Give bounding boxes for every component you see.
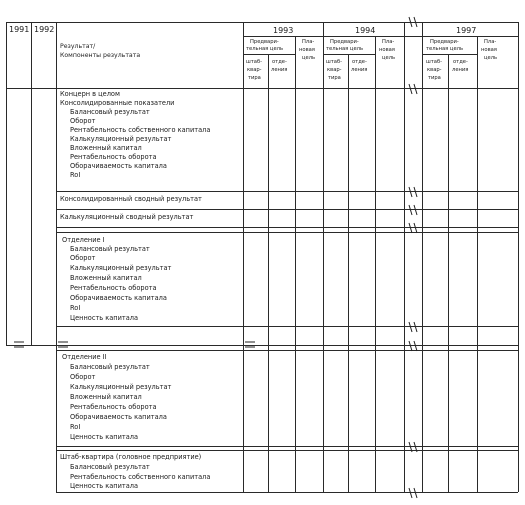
col-line: [348, 54, 349, 492]
row-label: RoI: [70, 423, 81, 431]
row-break-mark-icon: [12, 338, 26, 352]
departments-col-1993: ления: [271, 67, 288, 73]
row-label: Рентабельность оборота: [70, 153, 157, 161]
break-mark-icon: [406, 221, 420, 235]
headquarters-col-1993: квар-: [247, 67, 262, 73]
planned-goal-col-1993: Пла-: [302, 39, 315, 45]
planned-goal-col-1993: цель: [302, 55, 316, 61]
headquarters-col-1993: тира: [248, 75, 261, 81]
col-line: [477, 36, 478, 492]
headquarters-col-1994: квар-: [327, 67, 342, 73]
section-heading: Штаб-квартира (головное предприятие): [60, 453, 202, 461]
row-break-mark-icon: [56, 338, 70, 352]
col-line: [6, 22, 7, 345]
row-label: Калькуляционный результат: [70, 264, 172, 272]
departments-col-1994: отде-: [352, 59, 367, 65]
row-break-mark-icon: [243, 338, 257, 352]
planned-goal-col-1994: Пла-: [382, 39, 395, 45]
planned-goal-col-1994: цель: [382, 55, 396, 61]
subheader-divider-1994: [323, 54, 375, 55]
col-line: [56, 22, 57, 492]
section-heading: Отделение II: [62, 353, 107, 361]
section-subheading: Консолидированные показатели: [60, 99, 175, 107]
row-label: Балансовый результат: [70, 463, 150, 471]
year-1997: 1997: [456, 26, 477, 35]
break-mark-icon: [406, 185, 420, 199]
row-label: Калькуляционный результат: [70, 383, 172, 391]
preliminary-goal-header-1993: Предвари-: [250, 39, 279, 45]
row-label: RoI: [70, 171, 81, 179]
row-label: Вложенный капитал: [70, 274, 142, 282]
row-label: RoI: [70, 304, 81, 312]
header-bottom-border: [6, 88, 518, 89]
section-heading: Концерн в целом: [60, 90, 120, 98]
row-label: Оборот: [70, 117, 96, 125]
col-line: [243, 22, 244, 492]
table-bottom-border: [56, 492, 518, 493]
subheader-divider-1997: [422, 54, 477, 55]
year-1993: 1993: [273, 26, 294, 35]
break-mark-icon: [406, 320, 420, 334]
row-label: Калькуляционный результат: [70, 135, 172, 143]
consolidated-summary-result: Консолидированный сводный результат: [60, 195, 202, 203]
col-line: [448, 54, 449, 492]
row-label: Ценность капитала: [70, 314, 139, 322]
preliminary-goal-header-1994: Предвари-: [330, 39, 359, 45]
departments-col-1993: отде-: [272, 59, 287, 65]
row-label: Рентабельность оборота: [70, 284, 157, 292]
row-label: Ценность капитала: [70, 433, 139, 441]
year-1991: 1991: [9, 25, 30, 34]
preliminary-goal-header-1993: тельная цель: [246, 46, 284, 52]
break-mark-icon: [406, 82, 420, 96]
row-label: Балансовый результат: [70, 245, 150, 253]
calculation-summary-result: Калькуляционный сводный результат: [60, 213, 194, 221]
headquarters-col-1997: штаб-: [426, 59, 443, 65]
col-line: [518, 22, 519, 492]
year-1994: 1994: [355, 26, 376, 35]
subheader-divider-1993: [243, 54, 295, 55]
headquarters-col-1997: квар-: [427, 67, 442, 73]
departments-col-1997: ления: [452, 67, 469, 73]
headquarters-col-1994: тира: [328, 75, 341, 81]
headquarters-col-1994: штаб-: [326, 59, 343, 65]
break-mark-icon: [406, 203, 420, 217]
planned-goal-col-1994: новая: [379, 47, 395, 53]
table-top-border: [6, 22, 518, 23]
col-line: [323, 22, 324, 492]
result-header: Результат/: [60, 43, 96, 50]
headquarters-col-1993: штаб-: [246, 59, 263, 65]
row-label: Рентабельность собственного капитала: [70, 126, 211, 134]
row-label: Рентабельность собственного капитала: [70, 473, 211, 481]
col-line: [404, 22, 405, 492]
break-divider: [6, 345, 518, 346]
break-mark-icon: [406, 15, 420, 29]
result-header: Компоненты результата: [60, 52, 141, 59]
departments-col-1994: ления: [351, 67, 368, 73]
departments-col-1997: отде-: [453, 59, 468, 65]
row-label: Оборачиваемость капитала: [70, 294, 167, 302]
row-label: Оборот: [70, 254, 96, 262]
row-label: Оборот: [70, 373, 96, 381]
section-heading: Отделение I: [62, 236, 105, 244]
col-line: [295, 36, 296, 492]
preliminary-goal-header-1994: тельная цель: [326, 46, 364, 52]
preliminary-goal-header-1997: Предвари-: [430, 39, 459, 45]
row-label: Оборачиваемость капитала: [70, 162, 167, 170]
year-1992: 1992: [34, 25, 55, 34]
preliminary-goal-header-1997: тельная цель: [426, 46, 464, 52]
planned-goal-col-1997: цель: [484, 55, 498, 61]
row-label: Вложенный капитал: [70, 393, 142, 401]
headquarters-col-1997: тира: [428, 75, 441, 81]
col-line: [375, 36, 376, 492]
planned-goal-col-1997: новая: [481, 47, 497, 53]
row-label: Ценность капитала: [70, 482, 139, 490]
row-label: Балансовый результат: [70, 363, 150, 371]
break-mark-icon: [406, 440, 420, 454]
row-label: Балансовый результат: [70, 108, 150, 116]
col-line: [31, 22, 32, 345]
row-label: Рентабельность оборота: [70, 403, 157, 411]
planned-goal-col-1997: Пла-: [484, 39, 497, 45]
break-mark-icon: [406, 486, 420, 500]
col-line: [268, 54, 269, 492]
row-label: Оборачиваемость капитала: [70, 413, 167, 421]
col-line: [422, 22, 423, 492]
row-label: Вложенный капитал: [70, 144, 142, 152]
planned-goal-col-1993: новая: [299, 47, 315, 53]
break-mark-icon: [406, 339, 420, 353]
